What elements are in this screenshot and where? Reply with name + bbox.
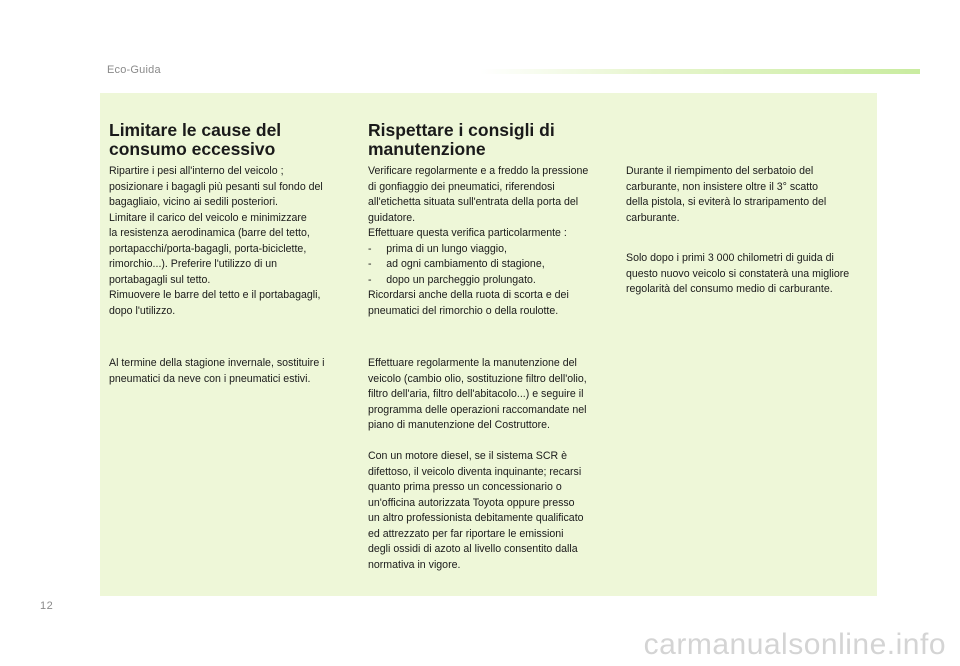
text-line: un altro professionista debitamente qualificato	[368, 512, 584, 524]
list-item: - dopo un parcheggio prolungato.	[368, 273, 536, 286]
middle-paragraph-pressure	[368, 164, 588, 319]
text-line: la resistenza aerodinamica (barre del tetto,	[109, 227, 310, 239]
header-accent-bar	[480, 69, 920, 74]
text-line: Effettuare regolarmente la manutenzione del	[368, 357, 577, 369]
left-column-heading	[109, 121, 349, 159]
middle-column-heading	[368, 121, 618, 159]
heading-line: Limitare le cause del	[109, 120, 282, 140]
text-line: carburante.	[626, 211, 680, 224]
text-line: dopo l'utilizzo.	[109, 304, 176, 317]
text-line: Solo dopo i primi 3 000 chilometri di guida di	[626, 252, 834, 264]
header-title: Eco-Guida	[107, 64, 161, 76]
text-line: quanto prima presso un concessionario o	[368, 481, 562, 493]
text-line: questo nuovo veicolo si constaterà una migliore	[626, 267, 850, 280]
text-line: guidatore.	[368, 211, 416, 224]
text-line: regolarità del consumo medio di carburante.	[626, 283, 833, 295]
middle-paragraph-maintenance	[368, 356, 587, 434]
text-line: bagagliaio, vicino ai sedili posteriori.	[109, 196, 279, 208]
text-line: pneumatici del rimorchio o della roulotte.	[368, 304, 559, 317]
text-line: difettoso, il veicolo diventa inquinante; recarsi	[368, 465, 582, 478]
text-line: Ripartire i pesi all'interno del veicolo ;	[109, 165, 284, 177]
watermark: carmanualsonline.info	[643, 628, 946, 661]
text-line: portapacchi/porta-bagagli, porta-biciclette,	[109, 242, 307, 255]
text-line: Ricordarsi anche della ruota di scorta e dei	[368, 289, 569, 301]
text-line: posizionare i bagagli più pesanti sul fondo del	[109, 180, 323, 193]
left-paragraph-weights	[109, 164, 323, 319]
text-line: Durante il riempimento del serbatoio del	[626, 165, 814, 177]
text-line: portabagagli sul tetto.	[109, 273, 211, 286]
heading-line: Rispettare i consigli di	[368, 120, 555, 140]
text-line: filtro dell'aria, filtro dell'abitacolo...) e seguire il	[368, 388, 584, 400]
text-line: di gonfiaggio dei pneumatici, riferendosi	[368, 180, 555, 193]
text-line: normativa in vigore.	[368, 558, 461, 571]
heading-line: consumo eccessivo	[109, 139, 276, 159]
text-line: ed attrezzato per far riportare le emissioni	[368, 527, 564, 540]
text-line: Effettuare questa verifica particolarmente :	[368, 227, 567, 239]
text-line: veicolo (cambio olio, sostituzione filtro dell'olio,	[368, 372, 587, 385]
text-line: degli ossidi di azoto al livello consentito dalla	[368, 543, 578, 555]
middle-paragraph-scr	[368, 449, 584, 573]
page-number: 12	[40, 600, 54, 612]
text-line: piano di manutenzione del Costruttore.	[368, 419, 550, 431]
text-line: all'etichetta situata sull'entrata della porta del	[368, 196, 579, 208]
heading-line: manutenzione	[368, 139, 486, 159]
left-paragraph-tyres	[109, 356, 325, 387]
text-line: Al termine della stagione invernale, sostituire i	[109, 357, 325, 369]
list-item: - prima di un lungo viaggio,	[368, 242, 507, 255]
text-line: rimorchio...). Preferire l'utilizzo di un	[109, 258, 278, 270]
text-line: pneumatici da neve con i pneumatici estivi.	[109, 372, 311, 385]
text-line: un'officina autorizzata Toyota oppure presso	[368, 496, 575, 509]
middle-column	[368, 121, 618, 159]
list-item: - ad ogni cambiamento di stagione,	[368, 258, 545, 270]
text-line: programma delle operazioni raccomandate nel	[368, 403, 587, 416]
text-line: Rimuovere le barre del tetto e il portabagagli,	[109, 289, 321, 301]
text-line: Verificare regolarmente e a freddo la pressione	[368, 165, 589, 177]
text-line: carburante, non insistere oltre il 3° scatto	[626, 180, 819, 193]
text-line: Con un motore diesel, se il sistema SCR è	[368, 450, 568, 462]
right-paragraph-break-in	[626, 251, 849, 298]
text-line: della pistola, si eviterà lo straripamento del	[626, 196, 827, 208]
right-paragraph-refuel	[626, 164, 826, 226]
text-line: Limitare il carico del veicolo e minimizzare	[109, 211, 307, 224]
left-column	[109, 121, 349, 159]
